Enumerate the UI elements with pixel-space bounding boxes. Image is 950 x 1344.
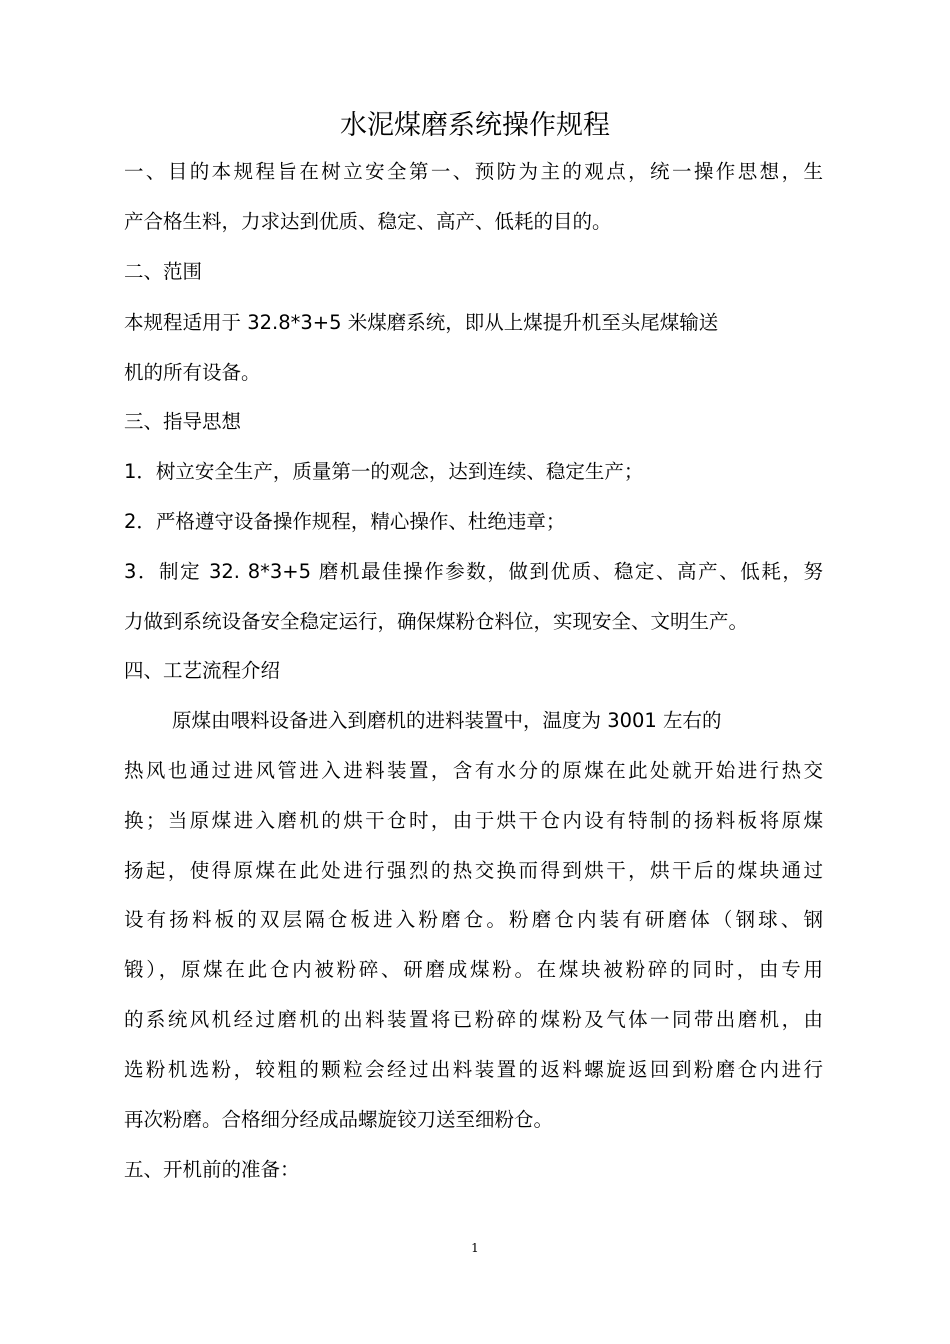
process-line-8: 选粉机选粉，较粗的颗粒会经过出料装置的返料螺旋返回到粉磨仓内进行 xyxy=(124,1058,823,1081)
scope-line-1: 本规程适用于 32.8*3+5 米煤磨系统，即从上煤提升机至头尾煤输送 xyxy=(124,311,719,334)
section-heading-preparation: 五、开机前的准备： xyxy=(124,1158,300,1181)
purpose-line-1: 一、目的本规程旨在树立安全第一、预防为主的观点，统一操作思想，生 xyxy=(124,160,823,183)
process-line-1: 原煤由喂料设备进入到磨机的进料装置中，温度为 3001 左右的 xyxy=(172,709,722,732)
scope-line-2: 机的所有设备。 xyxy=(124,361,261,384)
process-line-3: 换；当原煤进入磨机的烘干仓时，由于烘干仓内设有特制的扬料板将原煤 xyxy=(124,809,823,832)
purpose-line-2: 产合格生料，力求达到优质、稳定、高产、低耗的目的。 xyxy=(124,210,612,233)
guiding-item-3-line-1: 3．制定 32. 8*3+5 磨机最佳操作参数，做到优质、稳定、高产、低耗，努 xyxy=(124,560,823,583)
section-heading-scope: 二、范围 xyxy=(124,260,203,283)
guiding-item-2: 2．严格遵守设备操作规程，精心操作、杜绝违章； xyxy=(124,510,566,533)
guiding-item-1: 1．树立安全生产，质量第一的观念，达到连续、稳定生产； xyxy=(124,460,644,483)
page-number: 1 xyxy=(471,1241,479,1255)
guiding-item-3-line-2: 力做到系统设备安全稳定运行，确保煤粉仓料位，实现安全、文明生产。 xyxy=(124,610,749,633)
process-line-7: 的系统风机经过磨机的出料装置将已粉碎的煤粉及气体一同带出磨机，由 xyxy=(124,1008,823,1031)
section-heading-process: 四、工艺流程介绍 xyxy=(124,659,281,682)
process-line-5: 设有扬料板的双层隔仓板进入粉磨仓。粉磨仓内装有研磨体（钢球、钢 xyxy=(124,908,823,931)
section-heading-guiding-ideas: 三、指导思想 xyxy=(124,410,242,433)
process-line-4: 扬起，使得原煤在此处进行强烈的热交换而得到烘干，烘干后的煤块通过 xyxy=(124,859,823,882)
document-title: 水泥煤磨系统操作规程 xyxy=(340,110,610,141)
process-line-9: 再次粉磨。合格细分经成品螺旋铰刀送至细粉仓。 xyxy=(124,1108,554,1131)
process-line-6: 锻），原煤在此仓内被粉碎、研磨成煤粉。在煤块被粉碎的同时，由专用 xyxy=(124,958,823,981)
process-line-2: 热风也通过进风管进入进料装置，含有水分的原煤在此处就开始进行热交 xyxy=(124,759,823,782)
